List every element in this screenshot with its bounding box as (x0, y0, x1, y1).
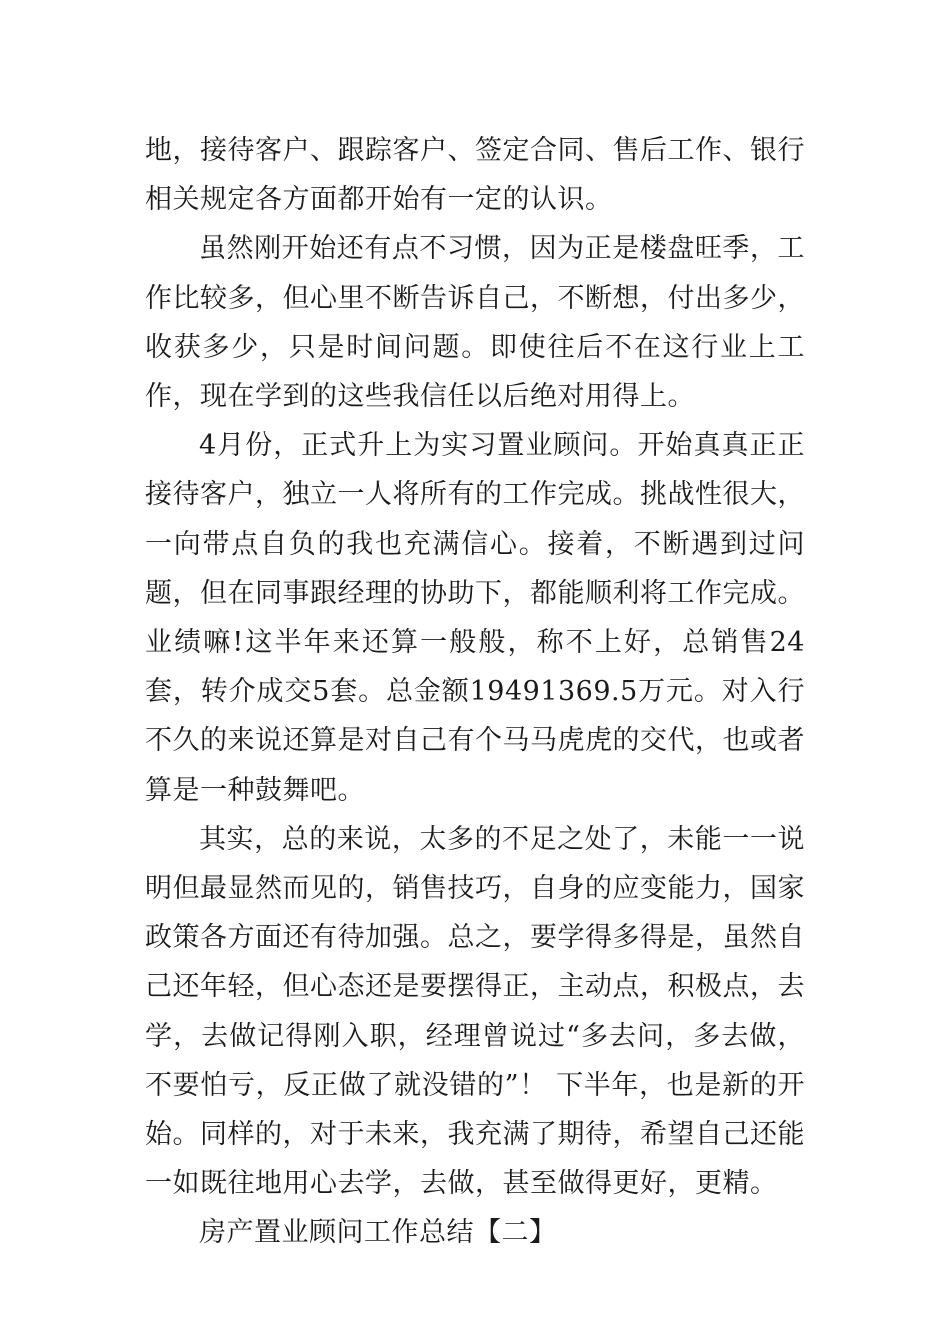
paragraph-continuation: 地，接待客户、跟踪客户、签定合同、售后工作、银行相关规定各方面都开始有一定的认识。 (145, 135, 805, 216)
paragraph: 4月份，正式升上为实习置业顾问。开始真真正正接待客户，独立一人将所有的工作完成。挑战性很大，一向带点自负的我也充满信心。接着，不断遇到过问题，但在同事跟经理的协助下，都能顺利将工作完成。业绩嘛!这半年来还算一般般，称不上好，总销售24套，转介成交5套。总金额19491369.5万元。对入行不久的来说还算是对自己有个马马虎虎的交代，也或者算是一种鼓舞吧。 (145, 430, 805, 806)
paragraph: 其实，总的来说，太多的不足之处了，未能一一说明但最显然而见的，销售技巧，自身的应变能力，国家政策各方面还有待加强。总之，要学得多得是，虽然自己还年轻，但心态还是要摆得正，主动点，积极点，去学，去做记得刚入职，经理曾说过“多去问，多去做，不要怕亏，反正做了就没错的”！ 下半年，也是新的开始。同样的，对于未来，我充满了期待，希望自己还能一如既往地用心去学，去做，甚至做得更好，更精。 (145, 823, 805, 1200)
document-body (145, 126, 805, 1258)
paragraph: 虽然刚开始还有点不习惯，因为正是楼盘旺季，工作比较多，但心里不断告诉自己，不断想，付出多少，收获多少，只是时间问题。即使往后不在这行业上工作，现在学到的这些我信任以后绝对用得上。 (145, 233, 805, 413)
section-heading: 房产置业顾问工作总结【二】 (199, 1217, 557, 1249)
